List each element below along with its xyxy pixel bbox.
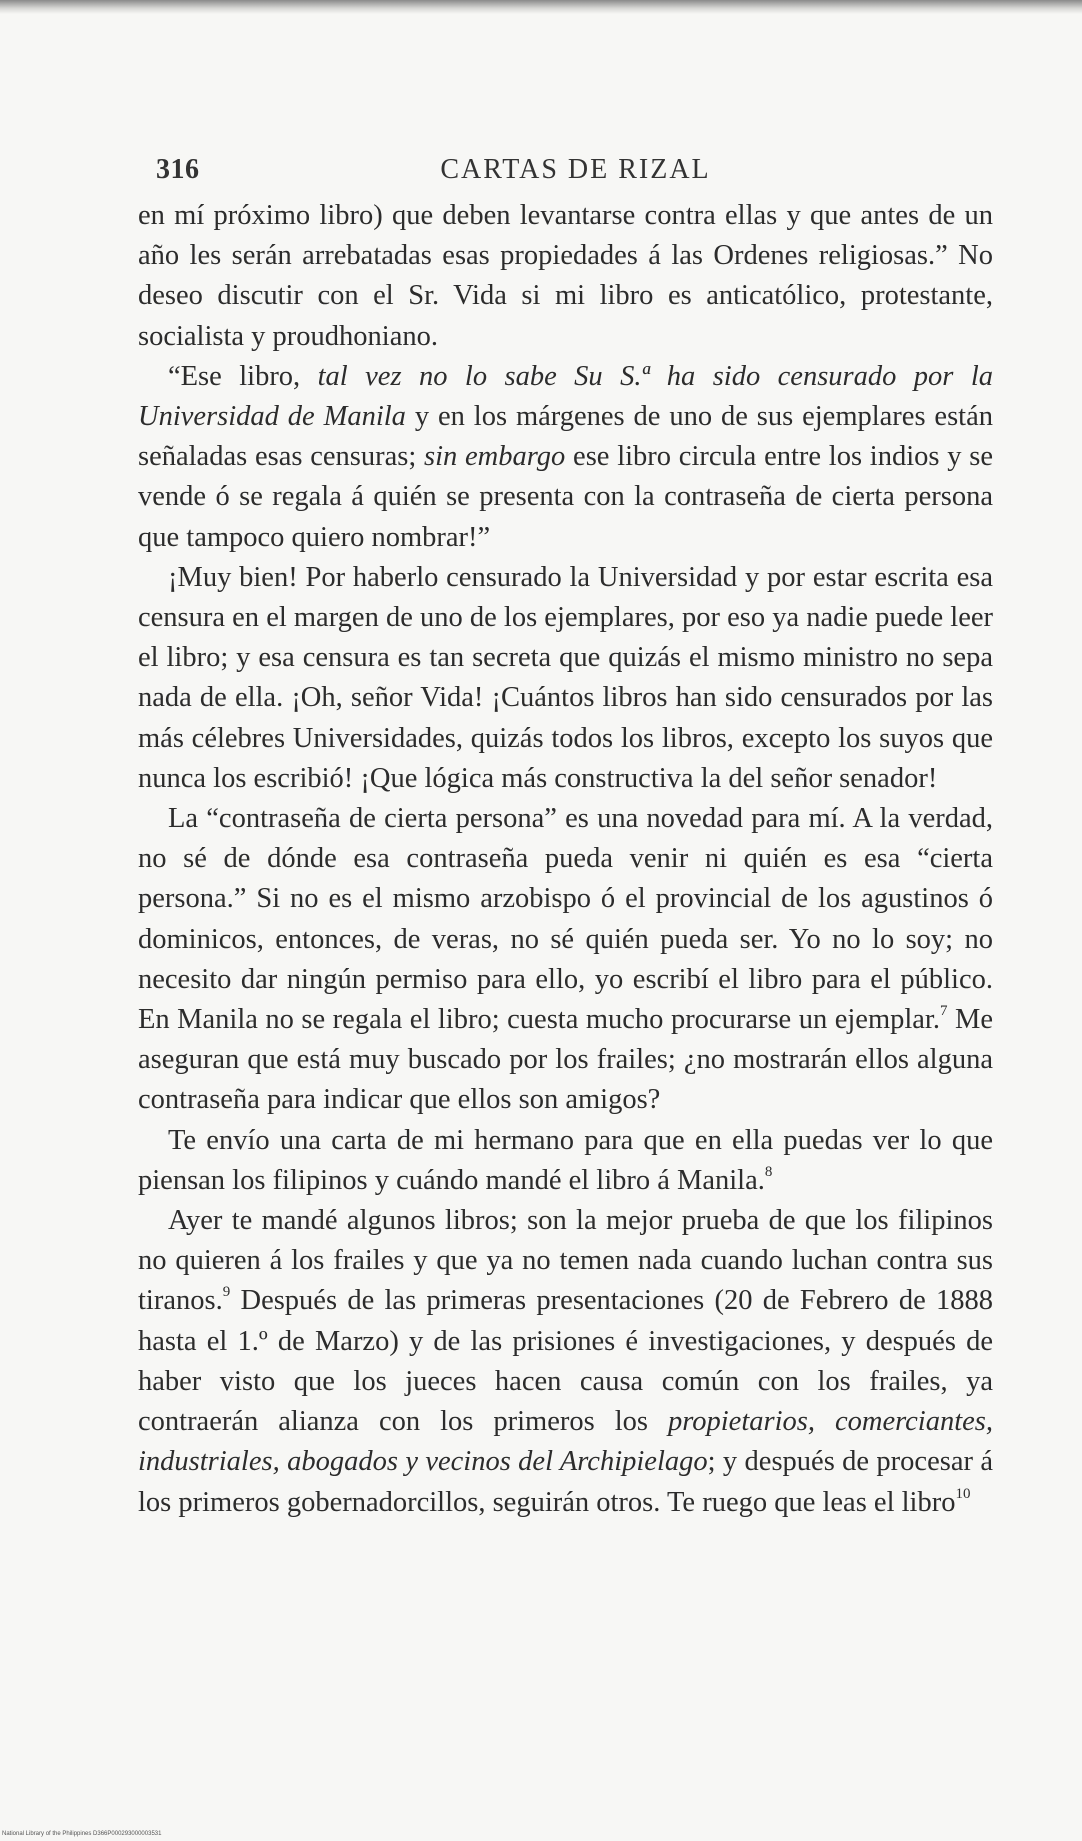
text-segment: La “contraseña de cierta persona” es una novedad para mí. A la verdad, no sé de dónde esa contraseña pueda venir ni quién es esa “cierta persona.” Si no es el mismo arzobispo ó el provincial de los agustinos ó dominicos, entonces, de veras, no sé quién pueda ser. Yo no lo soy; no necesito dar ningún permiso para ello, yo escribí el libro para el público. En Manila no se regala el libro; cuesta mucho procurarse un ejemplar. (138, 803, 993, 1036)
text-segment: Me aseguran que está muy buscado por los frailes; ¿no mostrarán ellos alguna contraseña para indicar que ellos son amigos? (138, 1004, 993, 1116)
paragraph (138, 1201, 993, 1523)
book-page (138, 148, 993, 1523)
footnote-ref: 9 (222, 1284, 231, 1301)
text-segment: en mí próximo libro) que deben levantarse contra ellas y que antes de un año les serán arrebatadas esas propiedades á las Ordenes religiosas.” No deseo discutir con el Sr. Vida si mi libro es anticatólico, protestante, socialista y proudhoniano. (138, 200, 993, 352)
paragraph (138, 558, 993, 799)
text-segment: Después de las primeras presentaciones (20 de Febrero de 1888 hasta el 1.º de Marzo) y de las prisiones é investigaciones, y después de haber visto que los jueces hacen causa común con los frailes, ya contraerán alianza con los primeros los (138, 1285, 993, 1438)
italic-text: sin embargo (424, 441, 566, 473)
footnote-ref: 7 (939, 1003, 948, 1020)
text-segment: ese libro circula entre los indios y se vende ó se regala á quién se presenta con la contraseña de cierta persona que tampoco quiero nombrar!” (138, 441, 993, 553)
paragraph (138, 196, 993, 357)
body-text (138, 196, 993, 1523)
paragraph (138, 1121, 993, 1201)
running-title: CARTAS DE RIZAL (440, 154, 711, 185)
text-segment: ; y después de procesar á los primeros gobernadorcillos, seguirán otros. Te ruego que leas el libro (138, 1446, 993, 1518)
scan-source-mark: National Library of the Philippines D366P000293000003531 (2, 1831, 162, 1837)
running-head (138, 148, 993, 196)
text-segment: Te envío una carta de mi hermano para que en ella puedas ver lo que piensan los filipinos y cuándo mandé el libro á Manila. (138, 1124, 993, 1196)
italic-text: tal vez no lo sabe Su S.ª ha sido censurado por la Universidad de Manila (138, 360, 993, 433)
footnote-ref: 8 (764, 1163, 773, 1180)
text-segment: ¡Muy bien! Por haberlo censurado la Universidad y por estar escrita esa censura en el margen de uno de los ejemplares, por eso ya nadie puede leer el libro; y esa censura es tan secreta que quizás el mismo ministro no sepa nada de ella. ¡Oh, señor Vida! ¡Cuántos libros han sido censurados por las más célebres Universidades, quizás todos los libros, excepto los suyos que nunca los escribió! ¡Que lógica más constructiva la del señor senador! (138, 561, 993, 794)
paragraph (138, 357, 993, 558)
paragraph (138, 799, 993, 1121)
scan-top-edge (0, 0, 1082, 14)
italic-text: propietarios, comerciantes, industriales, abogados y vecinos del Archipielago (138, 1406, 993, 1478)
text-segment: Ayer te mandé algunos libros; son la mejor prueba de que los filipinos no quieren á los frailes y que ya no temen nada cuando luchan contra sus tiranos. (138, 1205, 993, 1317)
footnote-ref: 10 (955, 1485, 971, 1502)
text-segment: y en los márgenes de uno de sus ejemplares están señaladas esas censuras; (138, 401, 993, 473)
text-segment: “Ese libro, (168, 360, 318, 392)
page-number: 316 (156, 154, 200, 185)
